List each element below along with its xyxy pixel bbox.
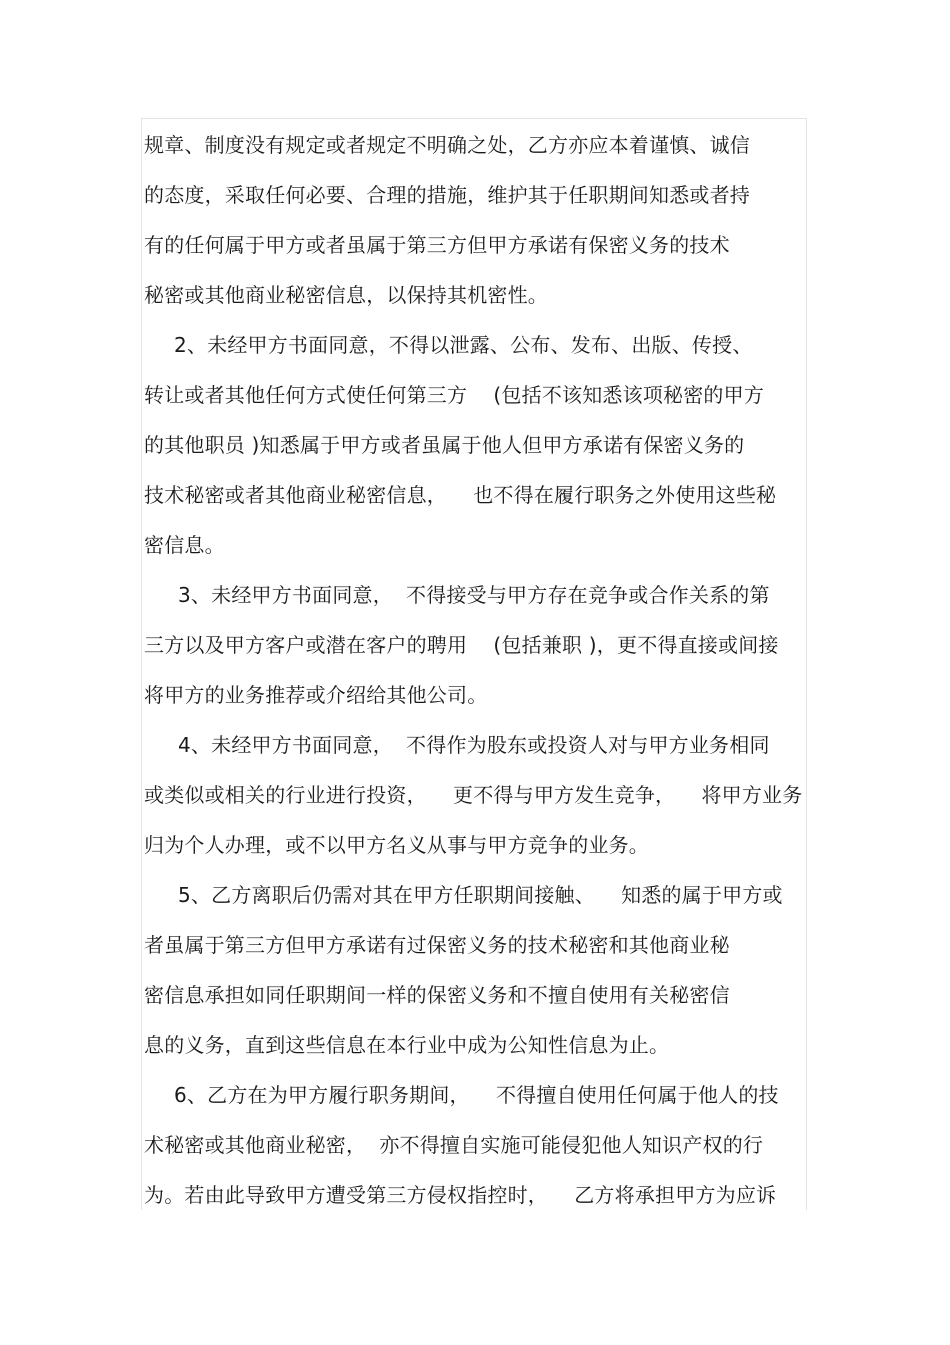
text-line: 技术秘密或者其他商业秘密信息， 也不得在履行职务之外使用这些秘 bbox=[144, 483, 777, 507]
clause-4-start: 4、未经甲方书面同意， 不得作为股东或投资人对与甲方业务相同 bbox=[178, 733, 770, 757]
text-line: 密信息。 bbox=[144, 533, 225, 557]
text-line: 者虽属于第三方但甲方承诺有过保密义务的技术秘密和其他商业秘 bbox=[144, 933, 730, 957]
text-line: 归为个人办理，或不以甲方名义从事与甲方竞争的业务。 bbox=[144, 833, 649, 857]
text-line: 的态度，采取任何必要、合理的措施，维护其于任职期间知悉或者持 bbox=[144, 183, 750, 207]
text-line: 有的任何属于甲方或者虽属于第三方但甲方承诺有保密义务的技术 bbox=[144, 233, 730, 257]
text-line: 转让或者其他任何方式使任何第三方 (包括不该知悉该项秘密的甲方 bbox=[144, 383, 765, 407]
text-line: 或类似或相关的行业进行投资， 更不得与甲方发生竞争， 将甲方业务 bbox=[144, 783, 803, 807]
clause-5-start: 5、乙方离职后仍需对其在甲方任职期间接触、 知悉的属于甲方或 bbox=[178, 883, 783, 907]
text-line: 为。若由此导致甲方遭受第三方侵权指控时， 乙方将承担甲方为应诉 bbox=[144, 1183, 777, 1207]
text-line: 三方以及甲方客户或潜在客户的聘用 (包括兼职 )，更不得直接或间接 bbox=[144, 633, 779, 657]
text-line: 息的义务，直到这些信息在本行业中成为公知性信息为止。 bbox=[144, 1033, 670, 1057]
text-line: 将甲方的业务推荐或介绍给其他公司。 bbox=[144, 683, 488, 707]
text-line: 秘密或其他商业秘密信息，以保持其机密性。 bbox=[144, 283, 548, 307]
text-line: 规章、制度没有规定或者规定不明确之处，乙方亦应本着谨慎、诚信 bbox=[144, 133, 750, 157]
clause-3-start: 3、未经甲方书面同意， 不得接受与甲方存在竞争或合作关系的第 bbox=[178, 583, 770, 607]
text-line: 术秘密或其他商业秘密， 亦不得擅自实施可能侵犯他人知识产权的行 bbox=[144, 1133, 764, 1157]
clause-6-start: 6、乙方在为甲方履行职务期间， 不得擅自使用任何属于他人的技 bbox=[174, 1083, 779, 1107]
text-line: 的其他职员 )知悉属于甲方或者虽属于他人但甲方承诺有保密义务的 bbox=[144, 433, 745, 457]
clause-2-start: 2、未经甲方书面同意，不得以泄露、公布、发布、出版、传授、 bbox=[174, 333, 753, 357]
text-line: 密信息承担如同任职期间一样的保密义务和不擅自使用有关秘密信 bbox=[144, 983, 730, 1007]
document-body bbox=[144, 120, 804, 1220]
